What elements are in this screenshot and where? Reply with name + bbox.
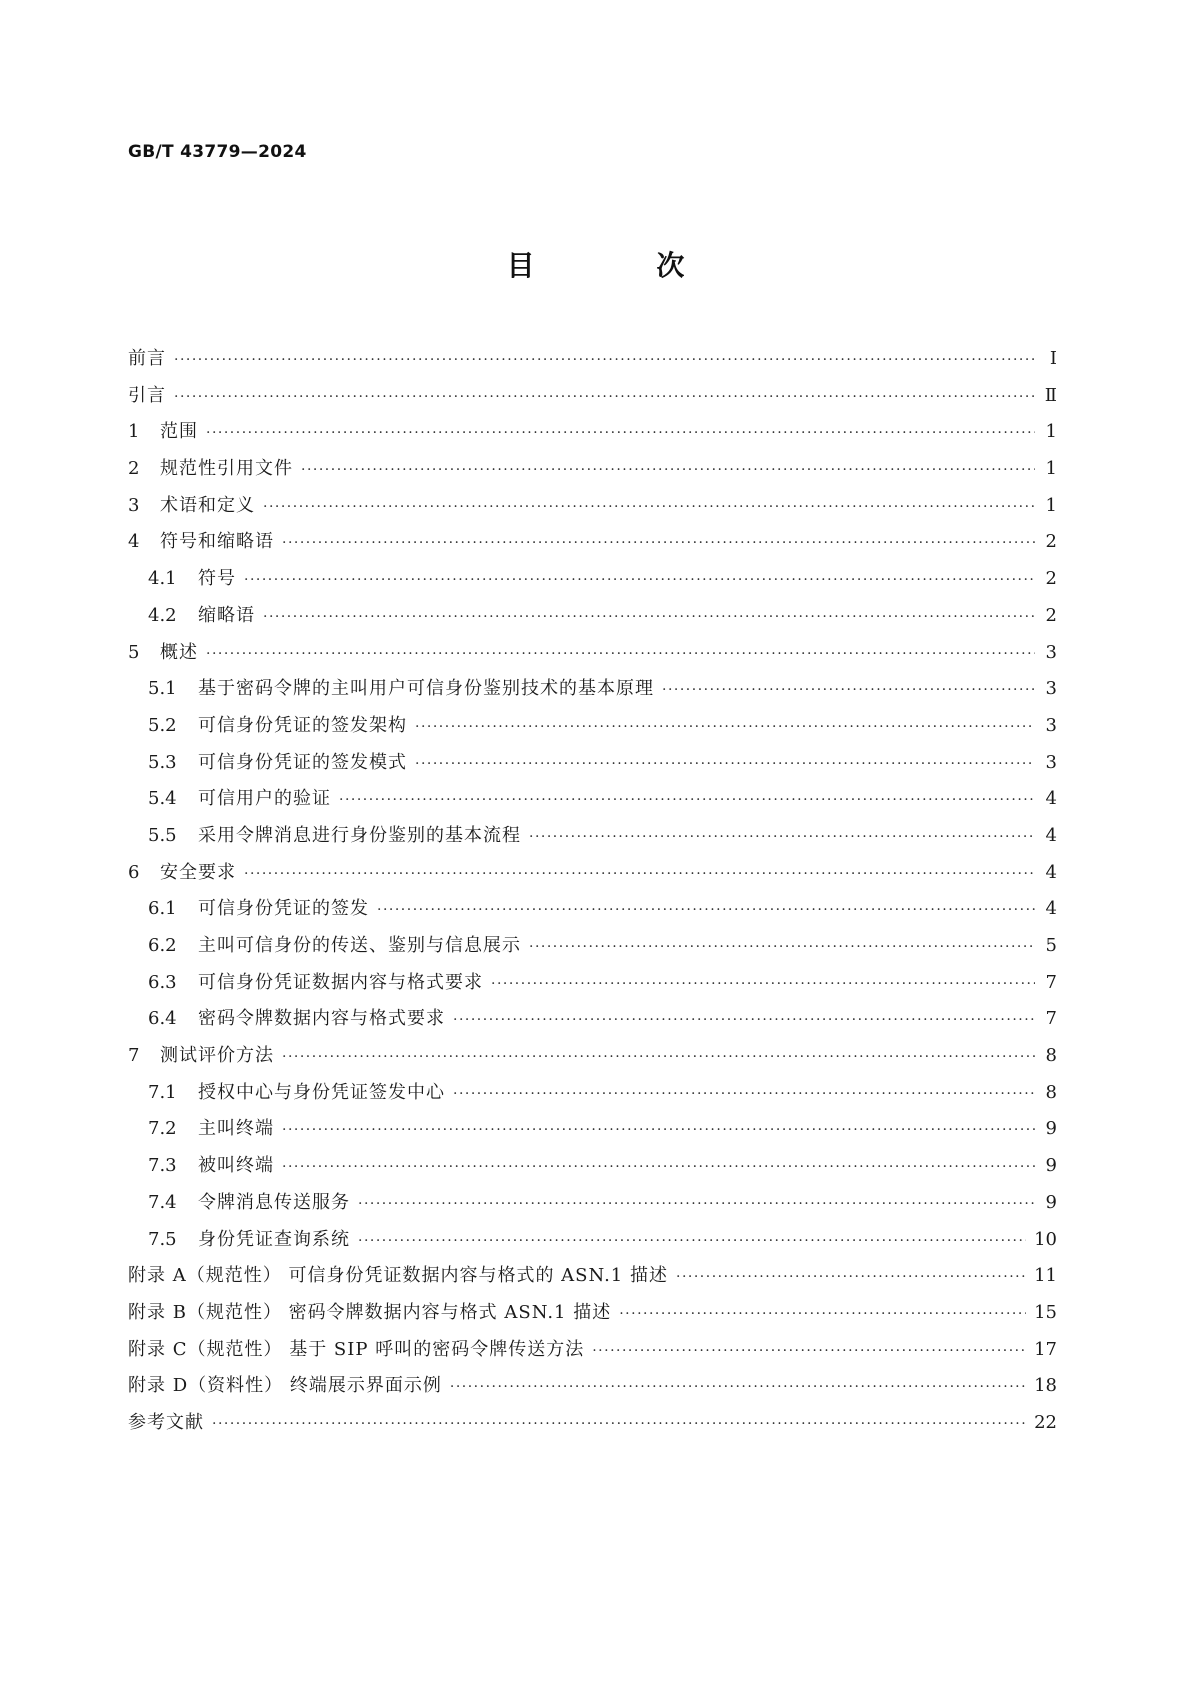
toc-entry[interactable] <box>128 928 1057 965</box>
toc-entry[interactable] <box>128 524 1057 561</box>
toc-entry-label: 身份凭证查询系统 <box>198 1228 350 1250</box>
toc-dot-leader <box>206 636 1035 673</box>
toc-entry-page: 1 <box>1045 458 1057 480</box>
toc-dot-leader <box>212 1406 1026 1443</box>
toc-dot-leader <box>491 966 1035 1003</box>
toc-entry[interactable] <box>128 671 1057 708</box>
toc-dot-leader <box>453 1076 1035 1113</box>
toc-dot-leader <box>453 1002 1035 1039</box>
toc-entry[interactable] <box>128 818 1057 855</box>
toc-dot-leader <box>282 1149 1035 1186</box>
toc-entry-number: 5.3 <box>148 751 177 773</box>
toc-entry-page: 8 <box>1045 1045 1057 1067</box>
toc-entry[interactable] <box>128 378 1057 415</box>
toc-dot-leader <box>592 1333 1026 1370</box>
toc-entry-number: 6 <box>128 861 140 883</box>
toc-entry[interactable] <box>128 598 1057 635</box>
toc-entry-label: 范围 <box>160 421 198 443</box>
toc-entry-number: 7 <box>128 1045 140 1067</box>
toc-dot-leader <box>529 819 1035 856</box>
toc-dot-leader <box>676 1259 1026 1296</box>
toc-entry[interactable] <box>128 488 1057 525</box>
toc-entry-number: 5.2 <box>148 714 177 736</box>
toc-entry-label: 概述 <box>160 641 198 663</box>
toc-entry-label: 符号 <box>198 568 236 590</box>
toc-entry-label: 缩略语 <box>198 604 255 626</box>
toc-entry[interactable] <box>128 1001 1057 1038</box>
toc-entry-number: 7.4 <box>148 1191 177 1213</box>
toc-entry-label: 安全要求 <box>160 861 236 883</box>
toc-entry[interactable] <box>128 635 1057 672</box>
toc-entry-label: 基于密码令牌的主叫用户可信身份鉴别技术的基本原理 <box>198 678 654 700</box>
toc-entry-label: 主叫终端 <box>198 1118 274 1140</box>
toc-entry-page: 2 <box>1045 531 1057 553</box>
toc-entry-page: 4 <box>1045 898 1057 920</box>
toc-entry-label: 密码令牌数据内容与格式要求 <box>198 1008 445 1030</box>
page-title: 目 次 <box>506 249 741 282</box>
toc-entry-number: 4.2 <box>148 604 177 626</box>
toc-entry-label: 测试评价方法 <box>160 1045 274 1067</box>
toc-entry[interactable] <box>128 1075 1057 1112</box>
toc-dot-leader <box>339 782 1035 819</box>
toc-dot-leader <box>619 1296 1026 1333</box>
toc-dot-leader <box>282 1112 1035 1149</box>
toc-entry[interactable] <box>128 745 1057 782</box>
toc-dot-leader <box>662 672 1035 709</box>
document-number: GB/T 43779—2024 <box>128 142 307 162</box>
toc-entry-label: 附录 C（规范性） 基于 SIP 呼叫的密码令牌传送方法 <box>128 1338 585 1360</box>
toc-dot-leader <box>244 856 1035 893</box>
toc-entry-number: 6.4 <box>148 1008 177 1030</box>
toc-entry-page: Ⅱ <box>1044 384 1057 406</box>
toc-entry[interactable] <box>128 1222 1057 1259</box>
toc-entry-number: 4 <box>128 531 140 553</box>
toc-dot-leader <box>358 1223 1026 1260</box>
toc-entry-page: 10 <box>1034 1228 1057 1250</box>
toc-dot-leader <box>263 599 1035 636</box>
toc-entry-number: 7.1 <box>148 1081 177 1103</box>
toc-entry-label: 采用令牌消息进行身份鉴别的基本流程 <box>198 824 521 846</box>
toc-entry[interactable] <box>128 451 1057 488</box>
toc-entry-page: 3 <box>1045 678 1057 700</box>
toc-entry[interactable] <box>128 561 1057 598</box>
toc-dot-leader <box>358 1186 1035 1223</box>
toc-entry-number: 5 <box>128 641 140 663</box>
toc-entry-page: 3 <box>1045 751 1057 773</box>
toc-entry-number: 7.5 <box>148 1228 177 1250</box>
toc-entry-page: Ⅰ <box>1049 348 1057 369</box>
toc-entry-label: 附录 B（规范性） 密码令牌数据内容与格式 ASN.1 描述 <box>128 1301 612 1323</box>
toc-entry-page: 3 <box>1045 641 1057 663</box>
toc-entry-page: 9 <box>1045 1155 1057 1177</box>
toc-entry[interactable] <box>128 1332 1057 1369</box>
toc-entry-page: 11 <box>1034 1265 1057 1287</box>
toc-dot-leader <box>450 1369 1026 1406</box>
toc-entry-number: 5.5 <box>148 824 177 846</box>
toc-entry-label: 可信身份凭证的签发 <box>198 898 369 920</box>
toc-dot-leader <box>415 709 1035 746</box>
toc-entry-number: 6.2 <box>148 935 177 956</box>
toc-entry-page: 3 <box>1045 714 1057 736</box>
toc-entry-label: 引言 <box>128 384 166 406</box>
toc-entry[interactable] <box>128 1405 1057 1442</box>
toc-entry-page: 2 <box>1045 568 1057 590</box>
toc-entry-page: 9 <box>1045 1191 1057 1213</box>
toc-entry-number: 5.1 <box>148 678 177 700</box>
toc-entry-number: 7.3 <box>148 1155 177 1177</box>
toc-entry[interactable] <box>128 1038 1057 1075</box>
toc-entry-page: 1 <box>1045 494 1057 516</box>
toc-dot-leader <box>301 452 1035 489</box>
toc-entry[interactable] <box>128 1185 1057 1222</box>
toc-entry-page: 7 <box>1045 1008 1057 1030</box>
toc-entry-page: 4 <box>1045 861 1057 883</box>
toc-entry-page: 18 <box>1034 1375 1057 1397</box>
toc-entry-page: 4 <box>1045 788 1057 810</box>
toc-dot-leader <box>263 489 1035 526</box>
toc-entry[interactable] <box>128 1295 1057 1332</box>
toc-entry-page: 1 <box>1045 421 1057 443</box>
toc-entry-number: 2 <box>128 458 140 480</box>
toc-entry-page: 15 <box>1034 1301 1057 1323</box>
toc-entry-label: 授权中心与身份凭证签发中心 <box>198 1081 445 1103</box>
toc-entry-label: 规范性引用文件 <box>160 458 293 480</box>
toc-entry-label: 术语和定义 <box>160 494 255 516</box>
toc-dot-leader <box>174 342 1035 379</box>
toc-entry-number: 3 <box>128 494 140 516</box>
toc-entry-page: 2 <box>1045 604 1057 626</box>
toc-entry[interactable] <box>128 708 1057 745</box>
toc-entry[interactable] <box>128 1111 1057 1148</box>
toc-entry-label: 可信身份凭证的签发模式 <box>198 751 407 773</box>
toc-entry-label: 可信用户的验证 <box>198 788 331 810</box>
toc-entry-page: 4 <box>1045 824 1057 846</box>
toc-entry-label: 附录 A（规范性） 可信身份凭证数据内容与格式的 ASN.1 描述 <box>128 1265 668 1287</box>
toc-dot-leader <box>206 415 1035 452</box>
toc-entry-page: 5 <box>1045 935 1057 956</box>
toc-entry[interactable] <box>128 781 1057 818</box>
toc-entry-page: 7 <box>1045 971 1057 993</box>
toc-entry-page: 22 <box>1034 1411 1057 1433</box>
toc-entry[interactable] <box>128 891 1057 928</box>
table-of-contents <box>128 341 1057 1442</box>
toc-entry-label: 可信身份凭证的签发架构 <box>198 714 407 736</box>
toc-dot-leader <box>174 379 1035 416</box>
toc-dot-leader <box>244 562 1035 599</box>
toc-entry[interactable] <box>128 1368 1057 1405</box>
toc-entry-number: 6.3 <box>148 971 177 993</box>
toc-dot-leader <box>415 746 1035 783</box>
toc-entry-label: 前言 <box>128 348 166 369</box>
toc-entry-label: 令牌消息传送服务 <box>198 1191 350 1213</box>
toc-entry[interactable] <box>128 414 1057 451</box>
toc-entry-label: 可信身份凭证数据内容与格式要求 <box>198 971 483 993</box>
toc-entry[interactable] <box>128 965 1057 1002</box>
toc-dot-leader <box>282 1039 1035 1076</box>
toc-entry-number: 1 <box>128 421 140 443</box>
toc-entry[interactable] <box>128 1148 1057 1185</box>
toc-entry[interactable] <box>128 1258 1057 1295</box>
toc-entry-number: 6.1 <box>148 898 177 920</box>
toc-entry-label: 符号和缩略语 <box>160 531 274 553</box>
toc-dot-leader <box>282 525 1035 562</box>
toc-entry-label: 参考文献 <box>128 1411 204 1433</box>
toc-dot-leader <box>377 892 1035 929</box>
toc-entry-number: 7.2 <box>148 1118 177 1140</box>
toc-entry-number: 4.1 <box>148 568 177 590</box>
toc-entry[interactable] <box>128 341 1057 378</box>
toc-entry-number: 5.4 <box>148 788 177 810</box>
toc-entry-page: 17 <box>1034 1338 1057 1360</box>
toc-entry-label: 主叫可信身份的传送、鉴别与信息展示 <box>198 935 521 956</box>
toc-entry-page: 9 <box>1045 1118 1057 1140</box>
toc-entry-page: 8 <box>1045 1081 1057 1103</box>
toc-entry[interactable] <box>128 855 1057 892</box>
toc-entry-label: 附录 D（资料性） 终端展示界面示例 <box>128 1375 442 1397</box>
toc-entry-label: 被叫终端 <box>198 1155 274 1177</box>
toc-dot-leader <box>529 929 1035 966</box>
